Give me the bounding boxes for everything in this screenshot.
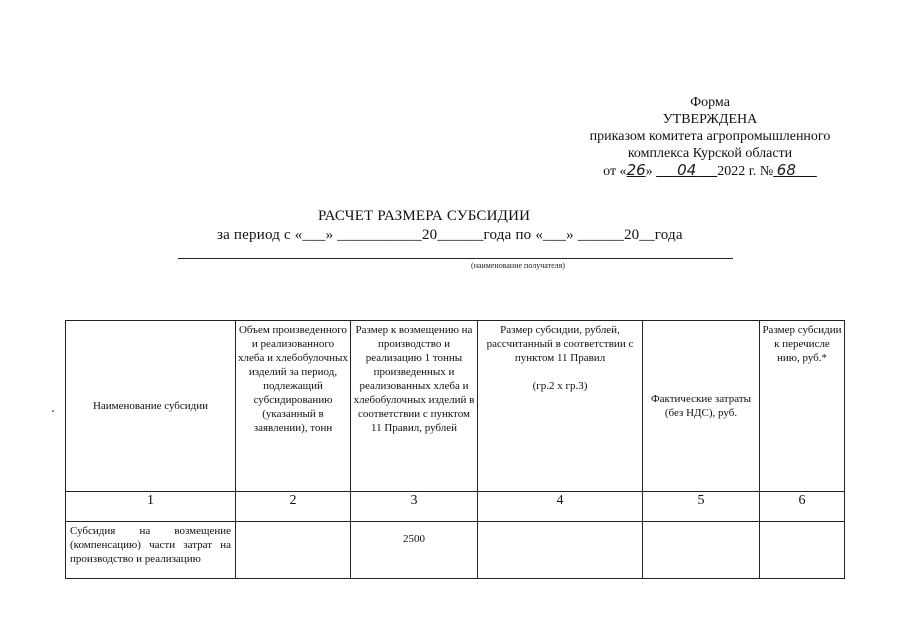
header-transfer: Размер субсидии к перечисле нию, руб.* (760, 321, 845, 492)
cell-rate: 2500 (351, 522, 478, 579)
column-number-row (66, 492, 845, 522)
cell-subsidy (478, 522, 643, 579)
period-line: за период с «___» ___________20______года по «___» ______20__года (217, 227, 683, 243)
cell-actual-costs (643, 522, 760, 579)
header-volume: Объем произведенного и реализованного хлеба и хлебобулочных изделий за период, подлежащий субсидированию (указанный в заявлении), тонн (236, 321, 351, 492)
order-number: 68 (776, 161, 796, 179)
col-num-5: 5 (643, 492, 760, 522)
header-formula: (гр.2 х гр.3) (532, 380, 588, 392)
header-subsidy-amount-text: Размер субсидии, рублей, рассчитанный в соответствии с пунктом 11 Правил (486, 324, 634, 364)
col-num-4: 4 (478, 492, 643, 522)
order-day: 26 (626, 161, 646, 179)
col-num-1: 1 (66, 492, 236, 522)
order-date-line (560, 162, 860, 180)
date-day-suffix: » (645, 164, 653, 179)
header-actual-costs: Фактические затраты (без НДС), руб. (643, 321, 760, 492)
order-line-1: приказом комитета агропромышленного (589, 129, 831, 144)
scan-speck (52, 410, 54, 412)
header-subsidy-name: Наименование субсидии (66, 321, 236, 492)
page-title: РАСЧЕТ РАЗМЕРА СУБСИДИИ (318, 208, 531, 224)
cell-volume (236, 522, 351, 579)
order-line-2: комплекса Курской области (627, 146, 793, 161)
col-num-3: 3 (351, 492, 478, 522)
approved-label: УТВЕРЖДЕНА (662, 112, 758, 127)
date-prefix: от « (603, 164, 627, 179)
subsidy-name-text: Субсидия на возмещение (компенсацию) части затрат на производство и реализацию (70, 525, 231, 565)
table-row (66, 522, 845, 579)
approval-stamp (560, 94, 860, 180)
cell-transfer (760, 522, 845, 579)
header-rate: Размер к возмещению на производство и реализацию 1 тонны произведенных и реализованных хлеба и хлебобулочных изделий в соответствии с пунктом 11 Правил, рублей (351, 321, 478, 492)
subsidy-table (65, 320, 845, 579)
table-header-row (66, 321, 845, 492)
form-label: Форма (690, 95, 730, 110)
order-month: 04 (677, 161, 697, 179)
recipient-caption: (наименование получателя) (471, 261, 565, 270)
header-subsidy-amount (478, 321, 643, 492)
order-year: 2022 г. № (717, 164, 774, 179)
col-num-6: 6 (760, 492, 845, 522)
cell-subsidy-name (66, 522, 236, 579)
recipient-field-line (178, 258, 733, 259)
col-num-2: 2 (236, 492, 351, 522)
